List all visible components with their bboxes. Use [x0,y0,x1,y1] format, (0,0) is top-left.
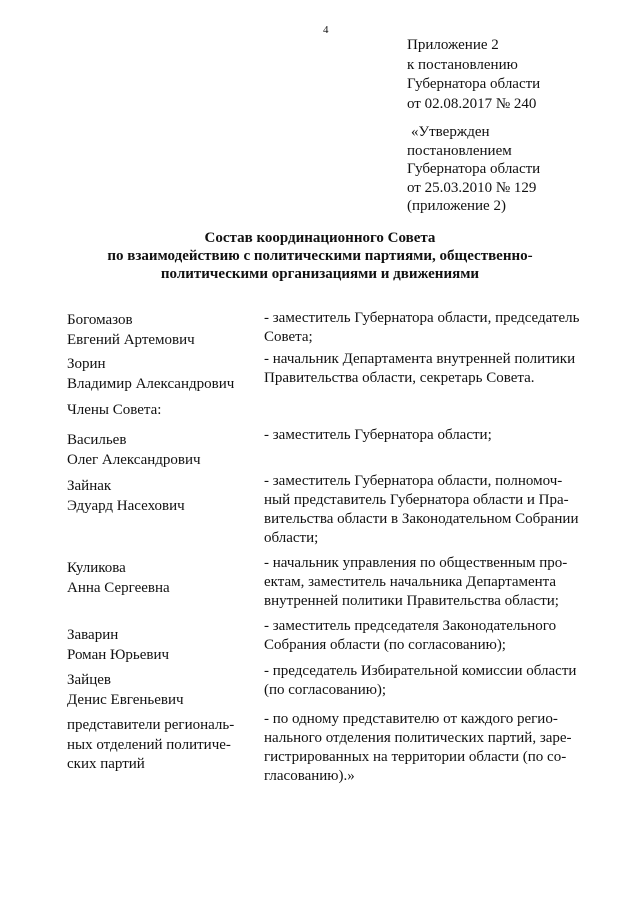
member-role [264,426,584,445]
member-role [264,350,584,388]
approval-line: (приложение 2) [407,198,506,214]
appendix-reference [407,36,632,114]
role-line: гистрированных на территории области (по со- [264,749,567,765]
member-name [67,559,252,598]
member-name [67,477,252,516]
appendix-line: Приложение 2 [407,37,499,53]
role-line: - заместитель Губернатора области, председатель [264,310,580,326]
role-line: - заместитель Губернатора области; [264,427,492,443]
appendix-line: Губернатора области [407,76,541,92]
title-line: Состав координационного Совета [204,230,436,246]
name-line: представители региональ- [67,717,235,733]
member-role [264,617,584,655]
role-line: - начальник управления по общественным про- [264,555,568,571]
appendix-line: от 02.08.2017 № 240 [407,95,537,112]
role-line: ектам, заместитель начальника Департамента [264,574,557,590]
member-role [264,710,584,786]
role-line: ный представитель Губернатора области и Пра- [264,492,569,508]
page-number: 4 [323,24,329,36]
name-line: Зайцев [67,672,111,688]
role-line: внутренней политики Правительства области; [264,593,559,609]
member-name [67,626,252,665]
name-line: Эдуард Насехович [67,497,185,514]
approval-line: «Утвержден [411,124,490,140]
role-line: - начальник Департамента внутренней политики [264,351,576,367]
name-line: Богомазов [67,312,133,328]
name-line: Денис Евгеньевич [67,691,184,708]
name-line: ных отделений политиче- [67,736,231,753]
member-name [67,716,252,775]
member-role [264,472,584,548]
role-line: - заместитель председателя Законодательного [264,618,557,634]
role-line: вительства области в Законодательном Собрании [264,511,579,527]
approval-line: постановлением [407,142,512,159]
document-title [0,229,640,283]
members-heading: Члены Совета: [67,402,162,418]
name-line: ских партий [67,756,145,772]
approval-reference [407,123,632,216]
member-name [67,431,252,470]
name-line: Заварин [67,627,119,643]
title-line: по взаимодействию с политическими партиями, общественно- [107,248,533,264]
name-line: Олег Александрович [67,451,201,468]
role-line: области; [264,530,319,546]
approval-line: Губернатора области [407,161,541,177]
approval-line: от 25.03.2010 № 129 [407,179,537,196]
role-line: Совета; [264,329,313,345]
appendix-line: к постановлению [407,56,518,73]
name-line: Васильев [67,432,127,448]
title-line: политическими организациями и движениями [160,266,480,282]
name-line: Зорин [67,356,106,372]
member-role [264,309,584,347]
role-line: гласованию).» [264,768,355,784]
member-name [67,311,252,350]
role-line: (по согласованию); [264,682,387,698]
role-line: - председатель Избирательной комиссии области [264,663,577,679]
name-line: Роман Юрьевич [67,646,170,663]
role-line: Правительства области, секретарь Совета. [264,370,535,386]
name-line: Куликова [67,560,126,576]
member-name [67,671,252,710]
role-line: Собрания области (по согласованию); [264,637,506,653]
role-line: нального отделения политических партий, заре- [264,730,572,746]
name-line: Зайнак [67,478,112,494]
role-line: - заместитель Губернатора области, полномоч- [264,473,563,489]
name-line: Владимир Александрович [67,375,235,392]
member-name [67,355,252,394]
member-role [264,554,584,611]
member-role [264,662,584,700]
role-line: - по одному представителю от каждого регио- [264,711,558,727]
name-line: Анна Сергеевна [67,579,170,596]
name-line: Евгений Артемович [67,331,195,348]
